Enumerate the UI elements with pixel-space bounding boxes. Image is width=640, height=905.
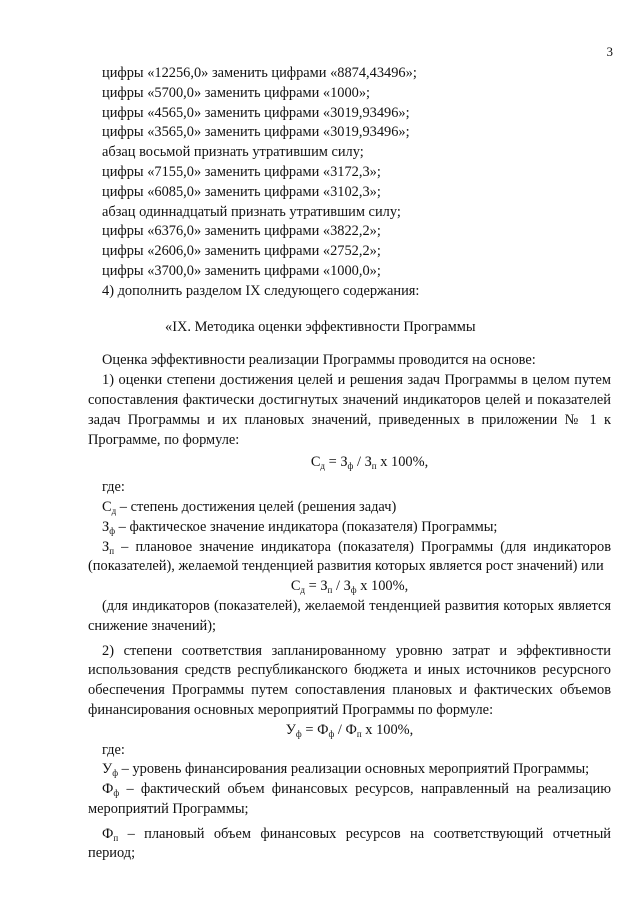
formula-term: / З bbox=[353, 454, 372, 471]
definition-actual-value bbox=[88, 518, 611, 538]
where-label: где: bbox=[102, 741, 125, 758]
note-paragraph: (для индикаторов (показателей), желаемой тенденцией развития которых является снижение значений); bbox=[88, 597, 611, 634]
formula-funding bbox=[88, 721, 611, 741]
definition-subscript: ф bbox=[109, 525, 116, 536]
formula-term: / Ф bbox=[334, 721, 357, 738]
formula-subscript: ф bbox=[295, 728, 302, 739]
amendment-line: абзац восьмой признать утратившим силу; bbox=[102, 144, 364, 161]
formula-term: х 100%, bbox=[376, 454, 429, 471]
amendment-list bbox=[88, 64, 611, 302]
amendment-line: цифры «12256,0» заменить цифрами «8874,43496»; bbox=[102, 65, 417, 81]
section-title: «IX. Методика оценки эффективности Программы bbox=[165, 318, 476, 335]
formula-subscript: д bbox=[320, 461, 326, 472]
definition-achievement bbox=[88, 498, 611, 518]
formula-subscript: п bbox=[327, 585, 333, 596]
formula-term: = З bbox=[325, 454, 348, 471]
amendment-line: цифры «6085,0» заменить цифрами «3102,3»; bbox=[102, 183, 381, 200]
definition-funding-level bbox=[88, 760, 611, 780]
definition-subscript: ф bbox=[112, 768, 119, 779]
formula-achievement bbox=[88, 453, 611, 473]
definition-subscript: д bbox=[111, 505, 117, 516]
definition-symbol: С bbox=[102, 498, 112, 515]
definition-symbol: Ф bbox=[102, 825, 114, 842]
item-2-paragraph: 2) степени соответствия запланированному уровню затрат и эффективности использования средств республиканского бюджета и иных источников ресурсного обеспечения Программы путем сопоставления плановых и фактических объемов финансирования основных мероприятий Программы по формуле: bbox=[88, 642, 611, 718]
formula-term: С bbox=[290, 578, 301, 595]
formula-term: / З bbox=[332, 578, 351, 595]
formula-subscript: ф bbox=[350, 585, 357, 596]
section-body bbox=[88, 351, 611, 864]
page-number: 3 bbox=[606, 44, 613, 59]
amendment-line: цифры «5700,0» заменить цифрами «1000»; bbox=[102, 84, 371, 101]
amendment-line: цифры «7155,0» заменить цифрами «3172,3»; bbox=[102, 163, 381, 180]
definition-text: – уровень финансирования реализации основных мероприятий Программы; bbox=[118, 761, 590, 778]
formula-term: С bbox=[310, 454, 321, 471]
definition-text: – плановый объем финансовых ресурсов на соответствующий отчетный период; bbox=[88, 825, 611, 862]
definition-planned-funding bbox=[88, 825, 611, 865]
definition-subscript: ф bbox=[113, 788, 120, 799]
amendment-line: цифры «3700,0» заменить цифрами «1000,0»; bbox=[102, 262, 381, 279]
formula-subscript: п bbox=[371, 461, 377, 472]
definition-text: – плановое значение индикатора (показателя) Программы (для индикаторов (показателей), желаемой тенденцией развития которых является рост значений) или bbox=[88, 538, 611, 575]
definition-symbol: З bbox=[102, 538, 110, 555]
definition-text: – фактическое значение индикатора (показателя) Программы; bbox=[115, 518, 498, 535]
definition-text: – фактический объем финансовых ресурсов, направленный на реализацию мероприятий Программы; bbox=[88, 781, 611, 817]
definition-symbol: З bbox=[102, 518, 110, 535]
definition-planned-value bbox=[88, 538, 611, 578]
formula-term: х 100%, bbox=[361, 721, 414, 738]
amendment-line: цифры «2606,0» заменить цифрами «2752,2»; bbox=[102, 243, 381, 260]
amendment-line: абзац одиннадцатый признать утратившим силу; bbox=[102, 203, 401, 220]
formula-subscript: ф bbox=[328, 728, 335, 739]
intro-paragraph: Оценка эффективности реализации Программы проводится на основе: bbox=[102, 352, 536, 369]
formula-achievement-inverse bbox=[88, 577, 611, 597]
amendment-line: цифры «6376,0» заменить цифрами «3822,2»; bbox=[102, 223, 381, 240]
formula-term: х 100%, bbox=[356, 578, 409, 595]
definition-actual-funding bbox=[88, 780, 611, 820]
where-label: где: bbox=[102, 479, 125, 496]
item-1-paragraph: 1) оценки степени достижения целей и решения задач Программы в целом путем сопоставления фактически достигнутых значений индикаторов целей и показателей задач Программы и их плановых значений, приведенных в приложении № 1 к Программе, по формуле: bbox=[88, 372, 611, 448]
definition-symbol: У bbox=[102, 761, 113, 778]
formula-term: = З bbox=[305, 578, 328, 595]
document-body bbox=[88, 64, 611, 864]
definition-symbol: Ф bbox=[102, 781, 114, 798]
formula-subscript: п bbox=[356, 728, 362, 739]
formula-term: = Ф bbox=[301, 721, 329, 738]
amendment-line: 4) дополнить разделом IX следующего содержания: bbox=[102, 282, 420, 299]
definition-text: – степень достижения целей (решения задач) bbox=[116, 498, 397, 515]
formula-term: У bbox=[285, 721, 296, 738]
amendment-line: цифры «4565,0» заменить цифрами «3019,93496»; bbox=[102, 104, 410, 121]
definition-subscript: п bbox=[109, 545, 115, 556]
formula-subscript: ф bbox=[347, 461, 354, 472]
amendment-line: цифры «3565,0» заменить цифрами «3019,93496»; bbox=[102, 124, 410, 141]
formula-subscript: д bbox=[300, 585, 306, 596]
definition-subscript: п bbox=[113, 832, 119, 843]
